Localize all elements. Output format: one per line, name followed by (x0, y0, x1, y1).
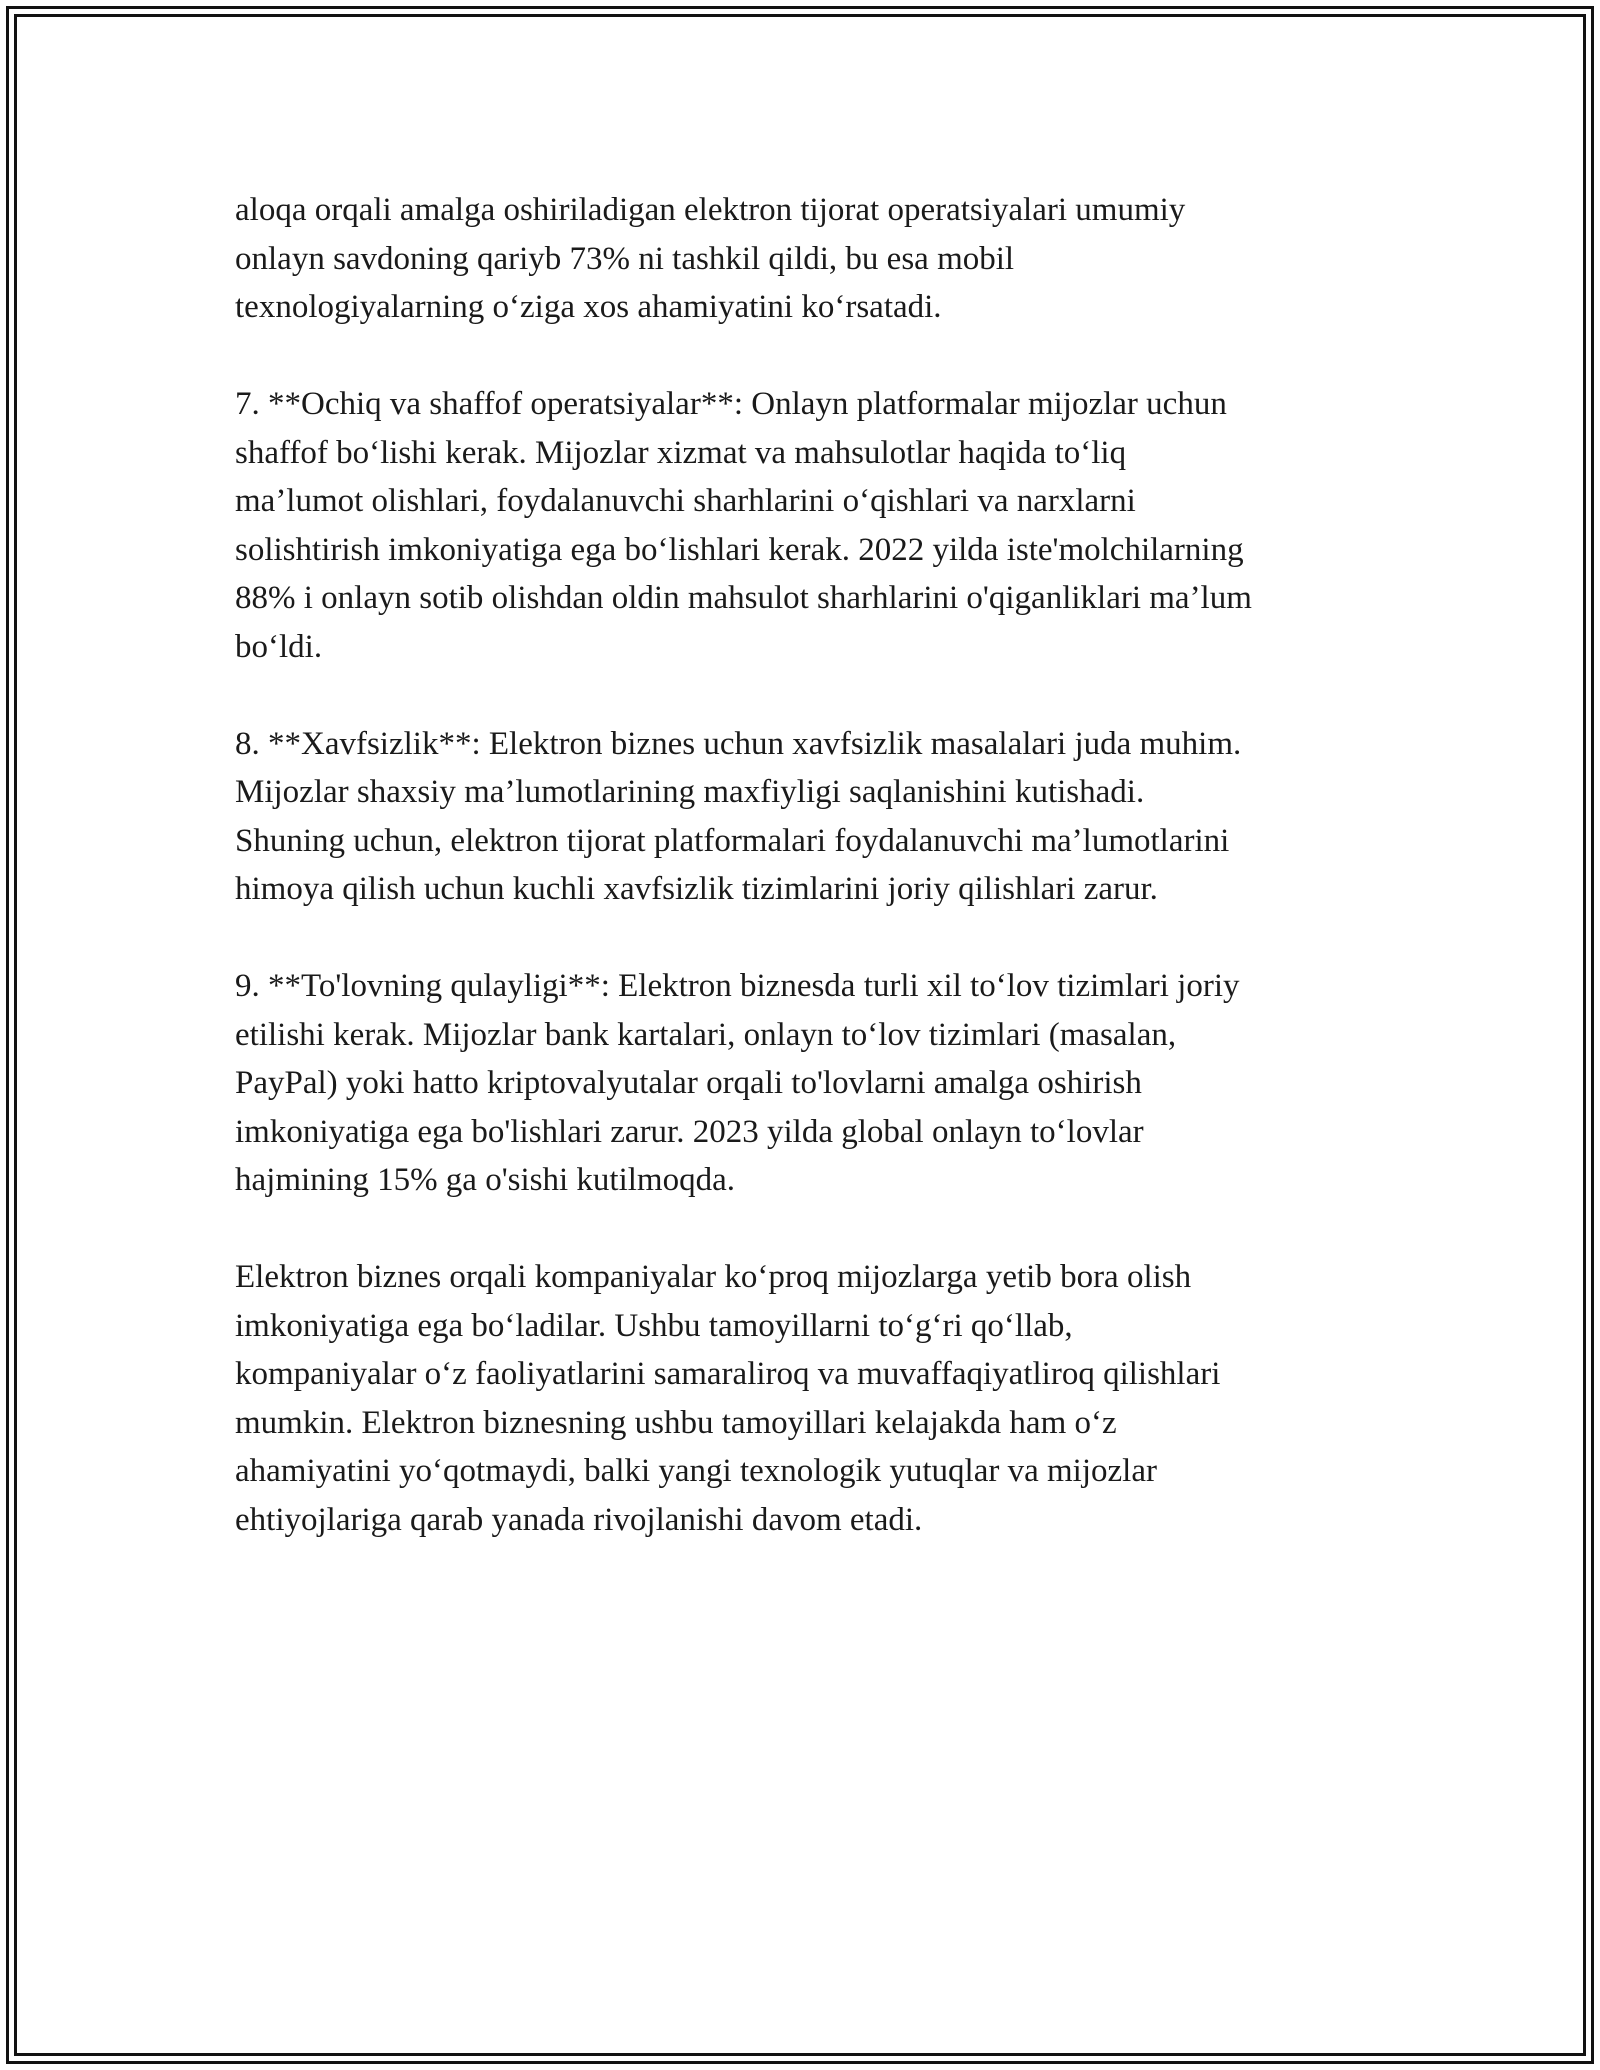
text-line: himoya qilish uchun kuchli xavfsizlik tizimlarini joriy qilishlari zarur. (235, 871, 1158, 907)
text-line: kompaniyalar o‘z faoliyatlarini samaraliroq va muvaffaqiyatliroq qilishlari (235, 1356, 1221, 1392)
text-line: 7. **Ochiq va shaffof operatsiyalar**: Onlayn platformalar mijozlar uchun (235, 386, 1227, 422)
text-line: mumkin. Elektron biznesning ushbu tamoyillari kelajakda ham o‘z (235, 1404, 1117, 1441)
text-line: hajmining 15% ga o'sishi kutilmoqda. (235, 1162, 735, 1198)
text-line: shaffof bo‘lishi kerak. Mijozlar xizmat va mahsulotlar haqida to‘liq (235, 434, 1127, 471)
text-line: etilishi kerak. Mijozlar bank kartalari, onlayn to‘lov tizimlari (masalan, (235, 1016, 1177, 1053)
text-line: PayPal) yoki hatto kriptovalyutalar orqali to'lovlarni amalga oshirish (235, 1065, 1142, 1101)
text-line: ehtiyojlariga qarab yanada rivojlanishi davom etadi. (235, 1501, 923, 1538)
text-line: Mijozlar shaxsiy ma’lumotlarining maxfiyligi saqlanishini kutishadi. (235, 774, 1145, 810)
text-line: solishtirish imkoniyatiga ega bo‘lishlari kerak. 2022 yilda iste'molchilarning (235, 531, 1244, 568)
text-line: 8. **Xavfsizlik**: Elektron biznes uchun xavfsizlik masalalari juda muhim. (235, 725, 1242, 762)
paragraph-mobile-commerce (235, 186, 1375, 332)
paragraph-payment (235, 962, 1375, 1205)
text-line: bo‘ldi. (235, 628, 323, 665)
text-line: Elektron biznes orqali kompaniyalar ko‘proq mijozlarga yetib bora olish (235, 1259, 1192, 1295)
text-line: imkoniyatiga ega bo‘ladilar. Ushbu tamoyillarni to‘g‘ri qo‘llab, (235, 1307, 1073, 1344)
paragraph-conclusion (235, 1253, 1375, 1544)
text-line: texnologiyalarning o‘ziga xos ahamiyatini ko‘rsatadi. (235, 289, 942, 325)
text-line: onlayn savdoning qariyb 73% ni tashkil qildi, bu esa mobil (235, 240, 1015, 277)
text-line: ma’lumot olishlari, foydalanuvchi sharhlarini o‘qishlari va narxlarni (235, 483, 1136, 519)
text-line: 9. **To'lovning qulayligi**: Elektron biznesda turli xil to‘lov tizimlari joriy (235, 968, 1240, 1004)
text-line: aloqa orqali amalga oshiriladigan elektron tijorat operatsiyalari umumiy (235, 192, 1186, 228)
paragraph-security (235, 720, 1375, 914)
document-body (235, 186, 1375, 1593)
paragraph-transparency (235, 380, 1375, 671)
text-line: 88% i onlayn sotib olishdan oldin mahsulot sharhlarini o'qiganliklari ma’lum (235, 580, 1252, 616)
text-line: imkoniyatiga ega bo'lishlari zarur. 2023 yilda global onlayn to‘lovlar (235, 1113, 1144, 1150)
text-line: ahamiyatini yo‘qotmaydi, balki yangi texnologik yutuqlar va mijozlar (235, 1453, 1157, 1489)
text-line: Shuning uchun, elektron tijorat platformalari foydalanuvchi ma’lumotlarini (235, 822, 1230, 859)
